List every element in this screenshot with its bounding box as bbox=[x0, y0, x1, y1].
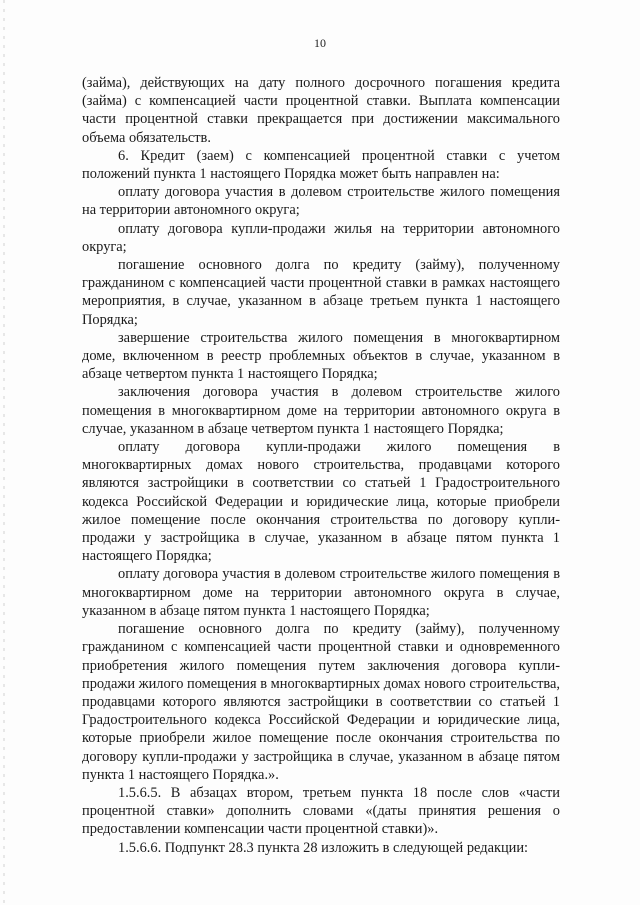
paragraph: оплату договора купли-продажи жилого помещения в многоквартирных домах нового строительства, продавцами которого являются застройщики в соответствии со статьей 1 Градостроительного кодекса Российской Федерации и юридические лица, которые приобрели жилое помещение после окончания строительства по договору купли-продажи у застройщика в случае, указанном в абзаце пятом пункта 1 настоящего Порядка; bbox=[82, 439, 560, 565]
scan-edge-artifact bbox=[3, 0, 5, 905]
paragraph: (займа), действующих на дату полного досрочного погашения кредита (займа) с компенсацией части процентной ставки. Выплата компенсации части процентной ставки прекращается при достижении максимального объема обязательств. bbox=[82, 75, 560, 146]
paragraph: 1.5.6.6. Подпункт 28.3 пункта 28 изложить в следующей редакции: bbox=[118, 839, 529, 856]
paragraph: заключения договора участия в долевом строительстве жилого помещения в многоквартирном доме на территории автономного округа в случае, указанном в абзаце четвертом пункта 1 настоящего Порядка; bbox=[82, 384, 560, 437]
paragraph: 1.5.6.5. В абзацах втором, третьем пункта 18 после слов «части процентной ставки» дополнить словами «(даты принятия решения о предоставлении компенсации части процентной ставки)». bbox=[82, 784, 560, 838]
paragraph: погашение основного долга по кредиту (займу), полученному гражданином с компенсацией части процентной ставки и одновременного приобретения жилого помещения путем заключения договора купли-продажи жилого помещения в многоквартирных домах нового строительства, продавцами которого являются застройщики в соответствии со статьей 1 Градостроительного кодекса Российской Федерации и юридические лица, которые приобрели жилое помещение после окончания строительства по договору купли-продажи у застройщика в случае, указанном в абзаце пятом пункта 1 настоящего Порядка.». bbox=[82, 621, 560, 783]
page-number: 10 bbox=[314, 36, 326, 50]
document-body bbox=[82, 74, 560, 857]
paragraph: оплату договора участия в долевом строительстве жилого помещения в многоквартирном доме на территории автономного округа в случае, указанном в абзаце пятом пункта 1 настоящего Порядка; bbox=[82, 566, 560, 619]
paragraph: оплату договора участия в долевом строительстве жилого помещения на территории автономного округа; bbox=[82, 184, 560, 219]
paragraph: завершение строительства жилого помещения в многоквартирном доме, включенном в реестр проблемных объектов в случае, указанном в абзаце четвертом пункта 1 настоящего Порядка; bbox=[82, 329, 560, 383]
paragraph: оплату договора купли-продажи жилья на территории автономного округа; bbox=[82, 220, 560, 255]
paragraph: 6. Кредит (заем) с компенсацией процентной ставки с учетом положений пункта 1 настоящего Порядка может быть направлен на: bbox=[82, 147, 560, 183]
paragraph: погашение основного долга по кредиту (займу), полученному гражданином с компенсацией части процентной ставки в рамках настоящего мероприятия, в случае, указанном в абзаце третьем пункта 1 настоящего Порядка; bbox=[82, 257, 560, 328]
